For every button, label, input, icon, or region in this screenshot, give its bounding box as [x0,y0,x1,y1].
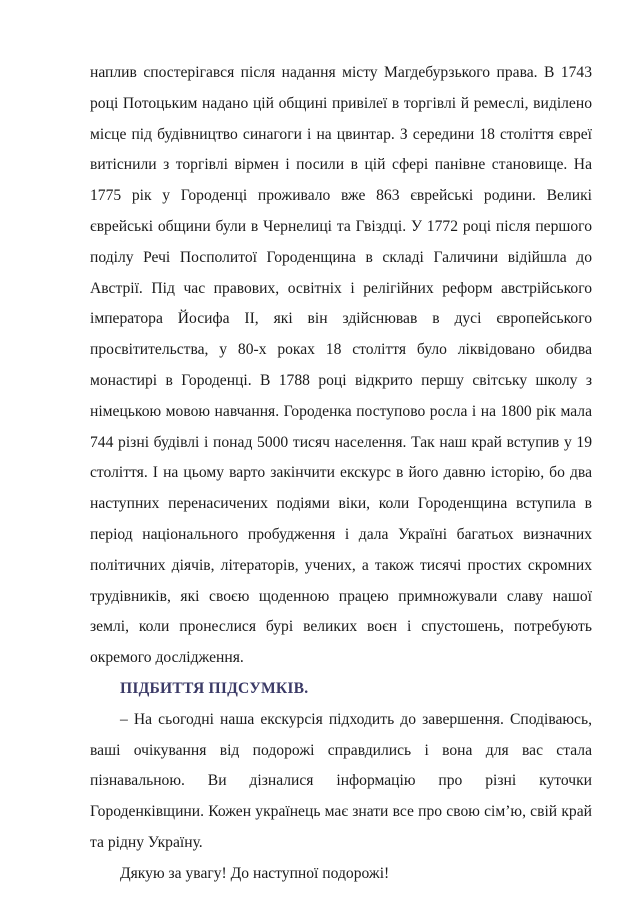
section-heading-summary: ПІДБИТТЯ ПІДСУМКІВ. [120,679,309,697]
history-paragraph: наплив спостерігався після надання місту Магдебурзького права. В 1743 році Потоцьким надано цій общині привілеї в торгівлі й ремеслі, виділено місце під будівництво синагоги і на цвинтар. З середини 18 століття євреї витіснили з торгівлі вірмен і посили в цій сфері панівне становище. На 1775 рік у Городенці проживало вже 863 єврейські родини. Великі єврейські общини були в Чернелиці та Гвіздці. У 1772 році після першого поділу Речі Посполитої Городенщина в складі Галичини відійшла до Австрії. Під час правових, освітніх і релігійних реформ австрійського імператора Йосифа ІІ, які він здійснював в дусі європейського просвітительства, у 80-х роках 18 століття було ліквідовано обидва монастирі в Городенці. В 1788 році відкрито першу світську школу з німецькою мовою навчання. Городенка поступово росла і на 1800 рік мала 744 різні будівлі і понад 5000 тисяч населення. Так наш край вступив у 19 століття. І на цьому варто закінчити екскурс в його давню історію, бо два наступних перенасичених подіями віки, коли Городенщина вступила в період національного пробудження і дала Україні багатьох визначних політичних діячів, літераторів, учених, а також тисячі простих скромних трудівників, які своєю щоденною працею примножували славу нашої землі, коли пронеслися бурі великих воєн і спустошень, потребують окремого дослідження. [90,64,592,667]
document-page [90,58,592,890]
farewell-paragraph: Дякую за увагу! До наступної подорожі! [120,864,390,882]
closing-paragraph: – На сьогодні наша екскурсія підходить до завершення. Сподіваюсь, ваші очікування від подорожі справдились і вона для вас стала пізнавальною. Ви дізналися інформацію про різні куточки Городенківщини. Кожен українець має знати все про свою сім’ю, свій край та рідну Україну. [90,710,592,851]
